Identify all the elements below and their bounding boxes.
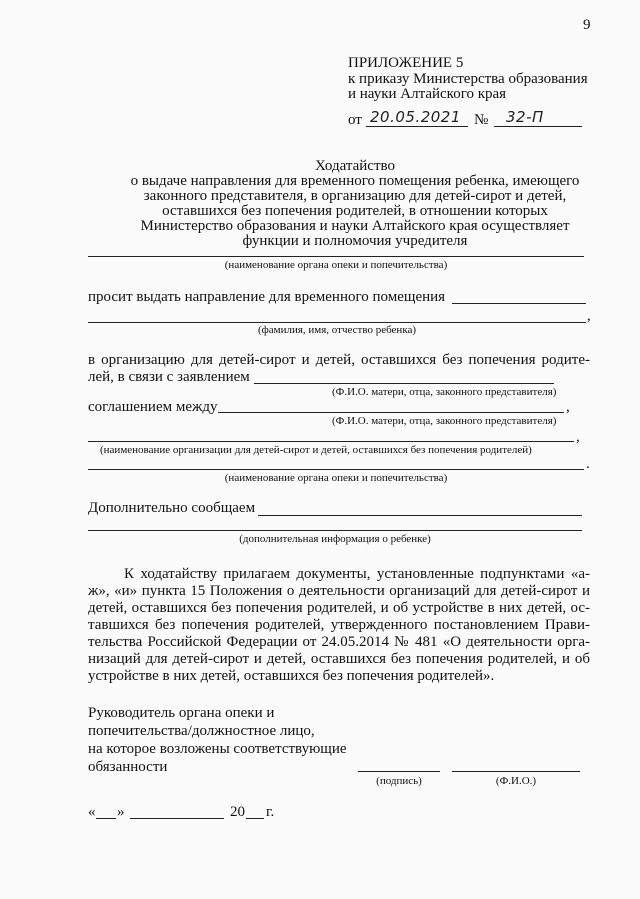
attachment-line: ж», «и» пункта 15 Положения о деятельности организаций для детей-сирот и xyxy=(88,583,590,599)
child-name-field[interactable] xyxy=(88,322,586,323)
page-number: 9 xyxy=(583,17,591,33)
signature-field[interactable] xyxy=(358,771,440,772)
number-sign: № xyxy=(474,112,489,128)
organization-line-2: лей, в связи с заявлением xyxy=(88,369,250,385)
comma: , xyxy=(587,308,591,324)
organization-name-caption: (наименование организации для детей-сирот и детей, оставшихся без попечения родителей) xyxy=(100,444,532,456)
document-title: Ходатайство xyxy=(315,158,395,174)
attachment-line: К ходатайству прилагаем документы, установленные подпунктами «а- xyxy=(124,566,590,582)
date-year-suffix: г. xyxy=(266,804,275,820)
parent-caption-1: (Ф.И.О. матери, отца, законного представителя) xyxy=(332,386,557,398)
signatory-line: обязанности xyxy=(88,759,168,775)
agreement-text: соглашением между xyxy=(88,399,218,415)
number-underline xyxy=(494,126,582,127)
date-open-quote: « xyxy=(88,804,96,820)
appendix-order-line1: к приказу Министерства образования xyxy=(348,71,588,87)
date-year-prefix: 20 xyxy=(230,804,245,820)
signatory-line: Руководитель органа опеки и xyxy=(88,705,275,721)
order-number: 32-П xyxy=(506,108,544,126)
heading-line: о выдаче направления для временного помещения ребенка, имеющего xyxy=(130,173,580,189)
order-date: 20.05.2021 xyxy=(370,108,461,126)
attachment-line: устройстве в них детей, оставшихся без попечения родителей». xyxy=(88,668,495,684)
appendix-title: ПРИЛОЖЕНИЕ 5 xyxy=(348,55,464,71)
additional-caption: (дополнительная информация о ребенке) xyxy=(239,533,431,545)
parent-caption-2: (Ф.И.О. матери, отца, законного представителя) xyxy=(332,415,557,427)
date-prefix: от xyxy=(348,112,362,128)
attachment-line: тельства Российской Федерации от 24.05.2014 № 481 «О деятельности орга- xyxy=(88,634,590,650)
attachment-line: тавшихся без попечения родителей, утвержденного постановлением Прави- xyxy=(88,617,590,633)
attachment-line: детей, оставшихся без попечения родителей, и об устройстве в них детей, ос- xyxy=(88,600,590,616)
agreement-field[interactable] xyxy=(218,412,564,413)
guardian-body-field-2[interactable] xyxy=(88,469,584,470)
signatory-name-field[interactable] xyxy=(452,771,580,772)
request-field[interactable] xyxy=(452,303,586,304)
heading-line: законного представителя, в организацию для детей-сирот и детей, xyxy=(143,188,567,204)
organization-name-field[interactable] xyxy=(88,441,574,442)
period: . xyxy=(586,456,590,472)
signature-caption: (подпись) xyxy=(376,775,422,787)
additional-field[interactable] xyxy=(258,515,582,516)
appendix-order-line2: и науки Алтайского края xyxy=(348,86,507,102)
request-text: просит выдать направление для временного помещения xyxy=(88,289,446,305)
date-close-quote: » xyxy=(117,804,125,820)
organization-line-1: в организацию для детей-сирот и детей, оставшихся без попечения родите- xyxy=(88,352,590,368)
child-name-caption: (фамилия, имя, отчество ребенка) xyxy=(257,324,417,336)
guardian-body-field[interactable] xyxy=(88,256,584,257)
heading-line: функции и полномочия учредителя xyxy=(242,233,468,249)
date-underline xyxy=(366,126,468,127)
comma: , xyxy=(576,429,580,445)
additional-text: Дополнительно сообщаем xyxy=(88,500,256,516)
guardian-body-caption: (наименование органа опеки и попечительства) xyxy=(224,259,448,271)
guardian-body-caption-2: (наименование органа опеки и попечительства) xyxy=(224,472,448,484)
attachment-line: низаций для детей-сирот и детей, оставшихся без попечения родителей, и об xyxy=(88,651,590,667)
additional-field-2[interactable] xyxy=(88,530,582,531)
heading-line: оставшихся без попечения родителей, в отношении которых xyxy=(162,203,548,219)
date-year-field[interactable] xyxy=(246,818,264,819)
comma: , xyxy=(566,399,570,415)
heading-line: Министерство образования и науки Алтайского края осуществляет xyxy=(140,218,570,234)
signatory-line: на которое возложены соответствующие xyxy=(88,741,347,757)
signatory-name-caption: (Ф.И.О.) xyxy=(495,775,537,787)
date-month-field[interactable] xyxy=(130,818,224,819)
parent-statement-field[interactable] xyxy=(254,383,554,384)
date-day-field[interactable] xyxy=(96,818,116,819)
signatory-line: попечительства/должностное лицо, xyxy=(88,723,315,739)
